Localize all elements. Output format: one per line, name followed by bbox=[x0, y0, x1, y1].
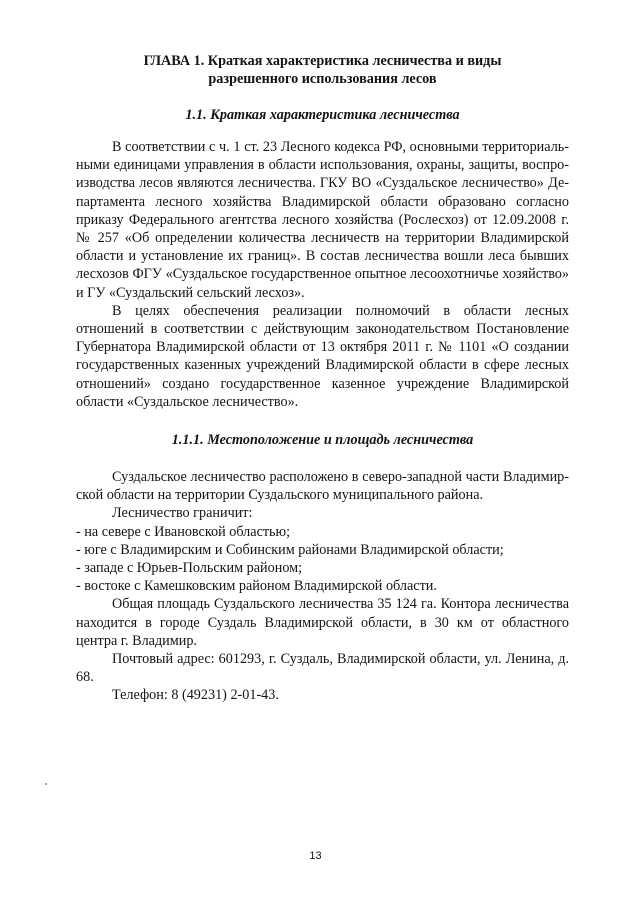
chapter-title bbox=[76, 52, 569, 88]
border-item-north: - на севере с Ивановской областью; bbox=[76, 523, 291, 540]
border-item-west: - западе с Юрьев-Польским районом; bbox=[76, 560, 303, 577]
subsection-title: 1.1.1. Местоположение и площадь лесничества bbox=[171, 432, 474, 449]
chapter-title-line-1: ГЛАВА 1. Краткая характеристика лесничества и виды bbox=[143, 53, 502, 69]
scan-speck bbox=[45, 783, 47, 785]
borders-label: Лесничество граничит: bbox=[112, 505, 253, 522]
location-paragraph: Суздальское лесничество расположено в северо-западной части Владимирской области на территории Суздальского муниципального района. bbox=[76, 469, 569, 504]
border-item-east: - востоке с Камешковским районом Владимирской области. bbox=[76, 578, 437, 595]
phone-paragraph: Телефон: 8 (49231) 2-01-43. bbox=[112, 687, 279, 704]
section-paragraph-2: В целях обеспечения реализации полномочий в области лесных отношений в соответствии с действующим законодательством Постановление Губернатора Владимирской области от 13 октября 2011 г. № 1101 «О создании государственных казенных учреждений Владимирской области в сфере лесных отношений» создано государственное казенное учреждение Владимирской области «Суздальское лесничество». bbox=[76, 302, 569, 410]
border-item-south: - юге с Владимирским и Собинским районами Владимирской области; bbox=[76, 541, 504, 558]
chapter-title-line-2: разрешенного использования лесов bbox=[208, 71, 437, 87]
section-paragraph-1: В соответствии с ч. 1 ст. 23 Лесного кодекса РФ, основными территориальными единицами управления в области использования, охраны, защиты, воспроизводства лесов являются лесничества. ГКУ ВО «Суздальское лесничество» Департамента лесного хозяйства Владимирской области образовано согласно приказу Федерального агентства лесного хозяйства (Рослесхоз) от 12.09.2008 г. № 257 «Об определении количества лесничеств на территории Владимирской области и установление их границ». В состав лесничества вошли леса бывших лесхозов ФГУ «Суздальское государственное опытное лесоохотничье хозяйство» и ГУ «Суздальский сельский лесхоз». bbox=[76, 139, 569, 301]
address-paragraph: Почтовый адрес: 601293, г. Суздаль, Владимирской области, ул. Ленина, д. 68. bbox=[76, 651, 569, 686]
page-number: 13 bbox=[309, 850, 322, 862]
area-paragraph: Общая площадь Суздальского лесничества 35 124 га. Контора лесничества находится в городе Суздаль Владимирской области, в 30 км от областного центра г. Владимир. bbox=[76, 596, 569, 649]
section-title: 1.1. Краткая характеристика лесничества bbox=[185, 107, 460, 123]
